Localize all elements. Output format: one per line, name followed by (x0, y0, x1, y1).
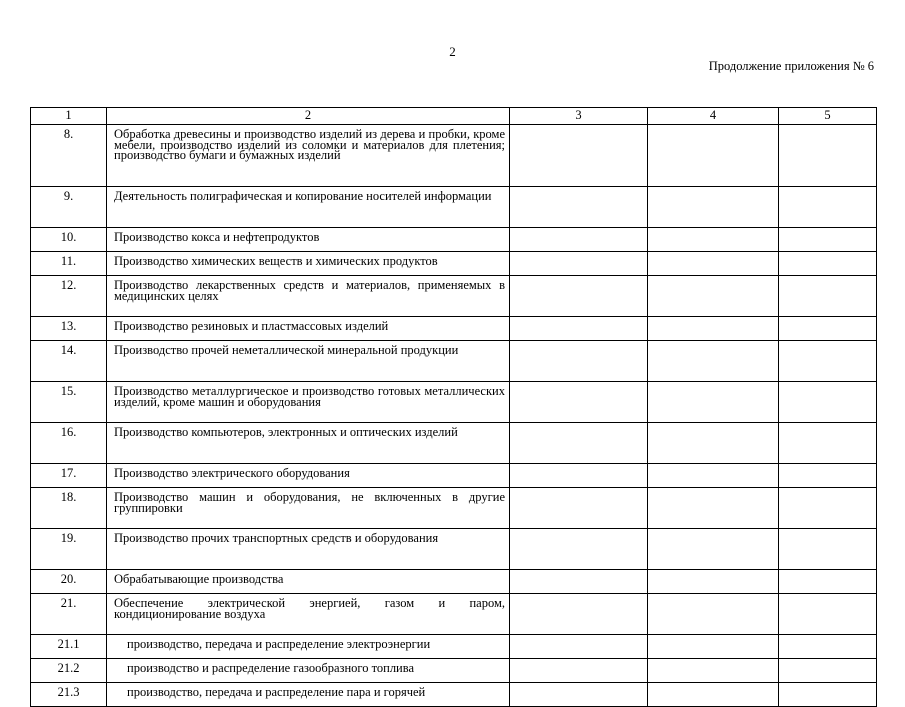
row-number: 15. (31, 382, 107, 423)
value-cell-col5[interactable] (779, 317, 877, 341)
value-cell-col5[interactable] (779, 635, 877, 659)
value-cell-col5[interactable] (779, 125, 877, 187)
value-cell-col4[interactable] (648, 187, 779, 228)
value-cell-col5[interactable] (779, 252, 877, 276)
value-cell-col4[interactable] (648, 594, 779, 635)
value-cell-col5[interactable] (779, 683, 877, 707)
value-cell-col3[interactable] (510, 683, 648, 707)
row-description: Производство металлургическое и производство готовых металлических изделий, кроме машин и оборудования (107, 382, 510, 423)
row-number: 17. (31, 464, 107, 488)
row-number: 9. (31, 187, 107, 228)
value-cell-col4[interactable] (648, 228, 779, 252)
value-cell-col5[interactable] (779, 276, 877, 317)
row-description: Производство прочей неметаллической минеральной продукции (107, 341, 510, 382)
table-row (31, 317, 877, 341)
value-cell-col3[interactable] (510, 659, 648, 683)
column-header: 5 (779, 108, 877, 125)
table-row (31, 423, 877, 464)
value-cell-col5[interactable] (779, 187, 877, 228)
row-number: 20. (31, 570, 107, 594)
table-row (31, 464, 877, 488)
row-number: 13. (31, 317, 107, 341)
page-number: 2 (449, 44, 456, 59)
row-description: Производство электрического оборудования (107, 464, 510, 488)
continuation-label: Продолжение приложения № 6 (708, 59, 874, 73)
value-cell-col5[interactable] (779, 488, 877, 529)
value-cell-col4[interactable] (648, 317, 779, 341)
row-description: производство, передача и распределение пара и горячей (107, 683, 510, 707)
value-cell-col4[interactable] (648, 125, 779, 187)
row-description: производство и распределение газообразного топлива (107, 659, 510, 683)
value-cell-col4[interactable] (648, 341, 779, 382)
value-cell-col3[interactable] (510, 252, 648, 276)
column-header: 3 (510, 108, 648, 125)
value-cell-col5[interactable] (779, 659, 877, 683)
value-cell-col4[interactable] (648, 488, 779, 529)
value-cell-col4[interactable] (648, 659, 779, 683)
value-cell-col3[interactable] (510, 423, 648, 464)
column-header: 1 (31, 108, 107, 125)
column-header: 4 (648, 108, 779, 125)
value-cell-col4[interactable] (648, 635, 779, 659)
row-number: 21.1 (31, 635, 107, 659)
table-row (31, 382, 877, 423)
value-cell-col3[interactable] (510, 187, 648, 228)
table-row (31, 228, 877, 252)
row-number: 14. (31, 341, 107, 382)
value-cell-col3[interactable] (510, 529, 648, 570)
table-row (31, 488, 877, 529)
row-description: Производство компьютеров, электронных и оптических изделий (107, 423, 510, 464)
row-description: Производство лекарственных средств и материалов, применяемых в медицинских целях (107, 276, 510, 317)
table-row (31, 187, 877, 228)
value-cell-col4[interactable] (648, 423, 779, 464)
row-number: 18. (31, 488, 107, 529)
row-description: Производство прочих транспортных средств и оборудования (107, 529, 510, 570)
table-row (31, 276, 877, 317)
value-cell-col3[interactable] (510, 570, 648, 594)
value-cell-col4[interactable] (648, 529, 779, 570)
row-number: 21. (31, 594, 107, 635)
value-cell-col5[interactable] (779, 228, 877, 252)
row-number: 19. (31, 529, 107, 570)
value-cell-col3[interactable] (510, 125, 648, 187)
value-cell-col5[interactable] (779, 464, 877, 488)
row-number: 11. (31, 252, 107, 276)
table-row (31, 252, 877, 276)
value-cell-col5[interactable] (779, 423, 877, 464)
row-description: Деятельность полиграфическая и копирование носителей информации (107, 187, 510, 228)
row-description: Обеспечение электрической энергией, газом и паром, кондиционирование воздуха (107, 594, 510, 635)
row-number: 21.3 (31, 683, 107, 707)
table-row (31, 341, 877, 382)
table-row (31, 659, 877, 683)
row-number: 21.2 (31, 659, 107, 683)
row-description: Производство резиновых и пластмассовых изделий (107, 317, 510, 341)
row-number: 10. (31, 228, 107, 252)
value-cell-col3[interactable] (510, 276, 648, 317)
value-cell-col5[interactable] (779, 529, 877, 570)
value-cell-col5[interactable] (779, 594, 877, 635)
row-description: Производство кокса и нефтепродуктов (107, 228, 510, 252)
table-row (31, 635, 877, 659)
table-header-row (31, 108, 877, 125)
table-row (31, 125, 877, 187)
value-cell-col5[interactable] (779, 570, 877, 594)
column-header: 2 (107, 108, 510, 125)
value-cell-col3[interactable] (510, 594, 648, 635)
value-cell-col3[interactable] (510, 341, 648, 382)
value-cell-col4[interactable] (648, 464, 779, 488)
value-cell-col3[interactable] (510, 464, 648, 488)
value-cell-col3[interactable] (510, 488, 648, 529)
row-description: Производство машин и оборудования, не включенных в другие группировки (107, 488, 510, 529)
value-cell-col3[interactable] (510, 228, 648, 252)
row-number: 8. (31, 125, 107, 187)
value-cell-col3[interactable] (510, 317, 648, 341)
row-description: Производство химических веществ и химических продуктов (107, 252, 510, 276)
value-cell-col3[interactable] (510, 635, 648, 659)
value-cell-col5[interactable] (779, 341, 877, 382)
value-cell-col4[interactable] (648, 382, 779, 423)
row-description: Обрабатывающие производства (107, 570, 510, 594)
value-cell-col4[interactable] (648, 570, 779, 594)
row-description: производство, передача и распределение электроэнергии (107, 635, 510, 659)
value-cell-col3[interactable] (510, 382, 648, 423)
value-cell-col4[interactable] (648, 252, 779, 276)
value-cell-col4[interactable] (648, 683, 779, 707)
table-row (31, 570, 877, 594)
activity-table (30, 107, 877, 707)
row-number: 12. (31, 276, 107, 317)
table-row (31, 683, 877, 707)
table-row (31, 529, 877, 570)
table-row (31, 594, 877, 635)
row-description: Обработка древесины и производство изделий из дерева и пробки, кроме мебели, производство изделий из соломки и материалов для плетения; производство бумаги и бумажных изделий (107, 125, 510, 187)
value-cell-col5[interactable] (779, 382, 877, 423)
value-cell-col4[interactable] (648, 276, 779, 317)
row-number: 16. (31, 423, 107, 464)
